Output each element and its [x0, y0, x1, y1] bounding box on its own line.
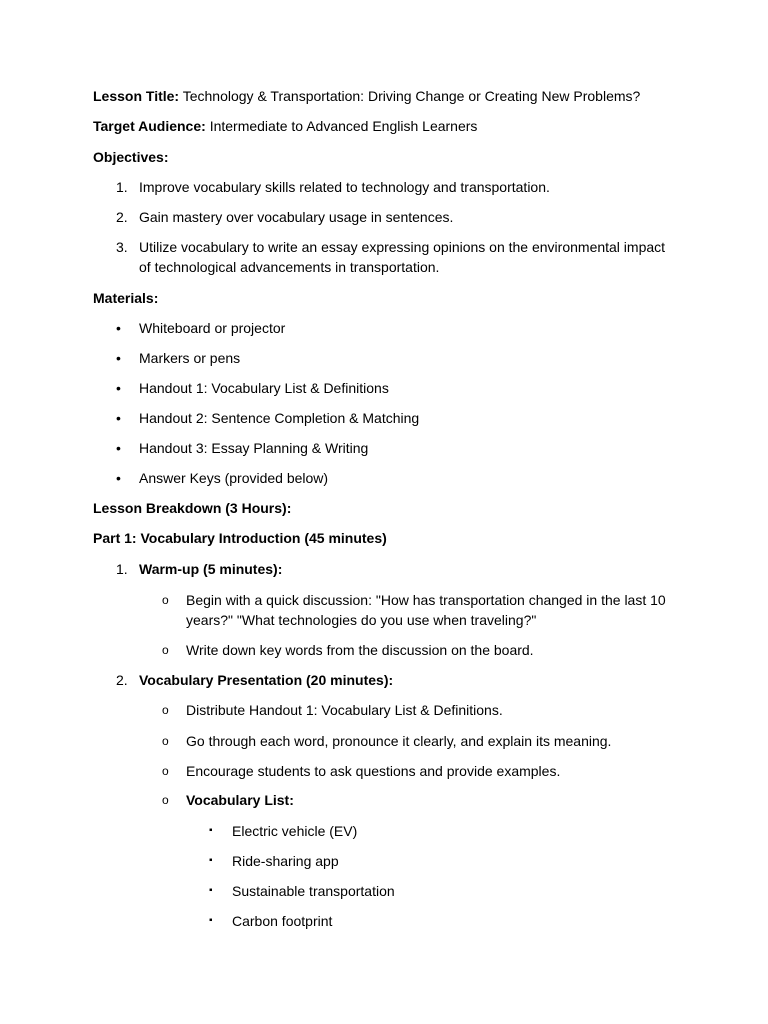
square-bullet-icon: ▪ — [209, 825, 213, 836]
bullet-icon — [116, 348, 121, 368]
sub-bullet-icon: o — [162, 703, 169, 717]
material-item: Markers or pens — [139, 350, 241, 366]
step-bullet: Begin with a quick discussion: "How has transportation changed in the last 10 — [186, 592, 666, 608]
step-number: 1. — [116, 561, 128, 577]
step-bullet: Write down key words from the discussion on the board. — [186, 642, 534, 658]
target-audience-label: Target Audience: — [93, 118, 206, 134]
material-item: Whiteboard or projector — [139, 320, 286, 336]
objective-number: 3. — [116, 239, 128, 255]
lesson-title-value: Technology & Transportation: Driving Change or Creating New Problems? — [182, 88, 641, 104]
vocab-item: Electric vehicle (EV) — [232, 823, 358, 839]
objective-item: Gain mastery over vocabulary usage in sentences. — [139, 209, 454, 225]
step-bullet: Encourage students to ask questions and provide examples. — [186, 763, 561, 779]
lesson-title-label: Lesson Title: — [93, 88, 180, 104]
step-number: 2. — [116, 672, 128, 688]
sub-bullet-icon: o — [162, 734, 169, 748]
sub-bullet-icon: o — [162, 643, 169, 657]
lesson-breakdown-heading: Lesson Breakdown (3 Hours): — [93, 500, 292, 516]
material-item: Answer Keys (provided below) — [139, 470, 329, 486]
step-bullet: Go through each word, pronounce it clearly, and explain its meaning. — [186, 733, 612, 749]
vocabulary-list-heading: Vocabulary List: — [186, 792, 294, 808]
vocab-item: Carbon footprint — [232, 913, 333, 929]
lesson-title-line — [93, 86, 640, 106]
objective-number: 2. — [116, 209, 128, 225]
step-bullet-continuation: years?" "What technologies do you use when traveling?" — [186, 612, 537, 628]
objective-item: Utilize vocabulary to write an essay expressing opinions on the environmental impact — [139, 239, 666, 255]
material-item: Handout 3: Essay Planning & Writing — [139, 440, 369, 456]
target-audience-value: Intermediate to Advanced English Learners — [209, 118, 478, 134]
bullet-icon — [116, 468, 121, 488]
part1-heading: Part 1: Vocabulary Introduction (45 minutes) — [93, 530, 387, 546]
square-bullet-icon: ▪ — [209, 885, 213, 896]
bullet-icon — [116, 408, 121, 428]
bullet-icon — [116, 318, 121, 338]
materials-heading: Materials: — [93, 290, 159, 306]
target-audience-line — [93, 116, 477, 136]
sub-bullet-icon: o — [162, 793, 169, 807]
square-bullet-icon: ▪ — [209, 915, 213, 926]
step-title: Vocabulary Presentation (20 minutes): — [139, 672, 394, 688]
objectives-heading: Objectives: — [93, 149, 169, 165]
bullet-icon — [116, 438, 121, 458]
objective-item: Improve vocabulary skills related to technology and transportation. — [139, 179, 550, 195]
step-title: Warm-up (5 minutes): — [139, 561, 283, 577]
sub-bullet-icon: o — [162, 593, 169, 607]
vocab-item: Sustainable transportation — [232, 883, 395, 899]
bullet-icon — [116, 378, 121, 398]
objective-number: 1. — [116, 179, 128, 195]
square-bullet-icon: ▪ — [209, 855, 213, 866]
vocab-item: Ride-sharing app — [232, 853, 339, 869]
step-bullet: Distribute Handout 1: Vocabulary List & Definitions. — [186, 702, 503, 718]
material-item: Handout 1: Vocabulary List & Definitions — [139, 380, 389, 396]
objective-item-continuation: of technological advancements in transportation. — [139, 259, 440, 275]
material-item: Handout 2: Sentence Completion & Matching — [139, 410, 420, 426]
sub-bullet-icon: o — [162, 764, 169, 778]
